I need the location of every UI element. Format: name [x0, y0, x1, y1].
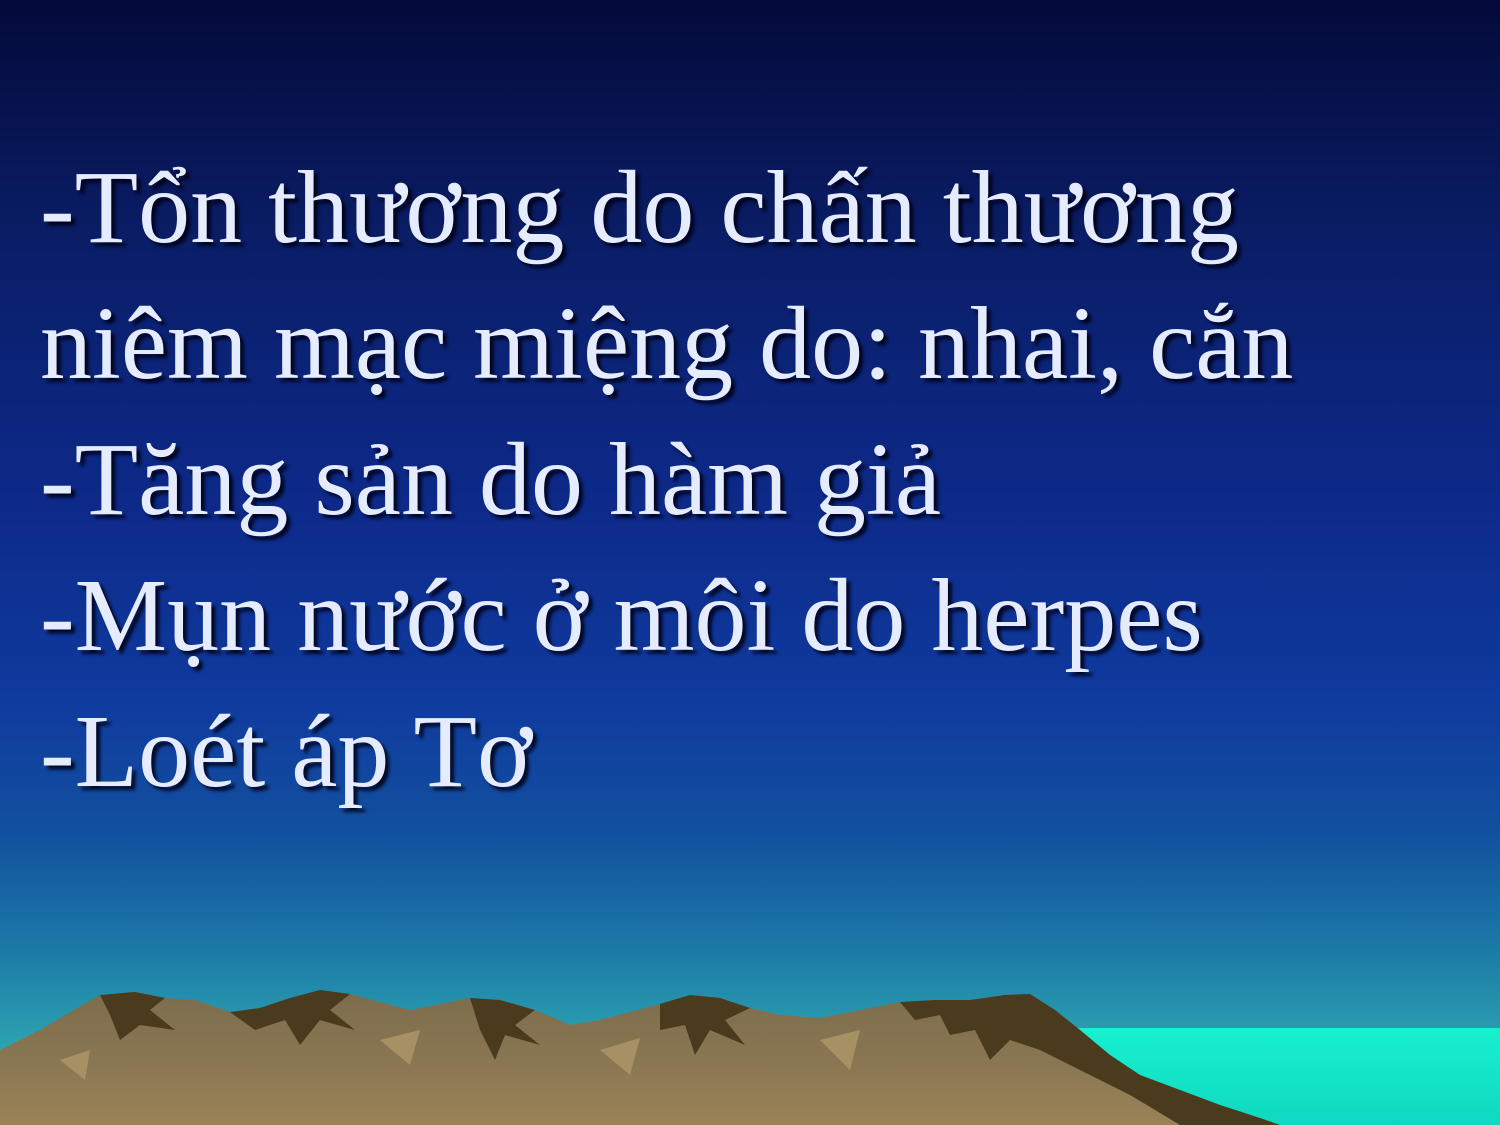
bullet-line-3: -Mụn nước ở môi do herpes: [40, 558, 1203, 673]
bullet-line-2: -Tăng sản do hàm giả: [40, 422, 942, 537]
bullet-line-4: -Loét áp Tơ: [40, 694, 533, 809]
bullet-list: [40, 140, 1480, 820]
bullet-line-1: -Tổn thương do chấn thương niêm mạc miệng do: nhai, cắn: [40, 150, 1294, 401]
